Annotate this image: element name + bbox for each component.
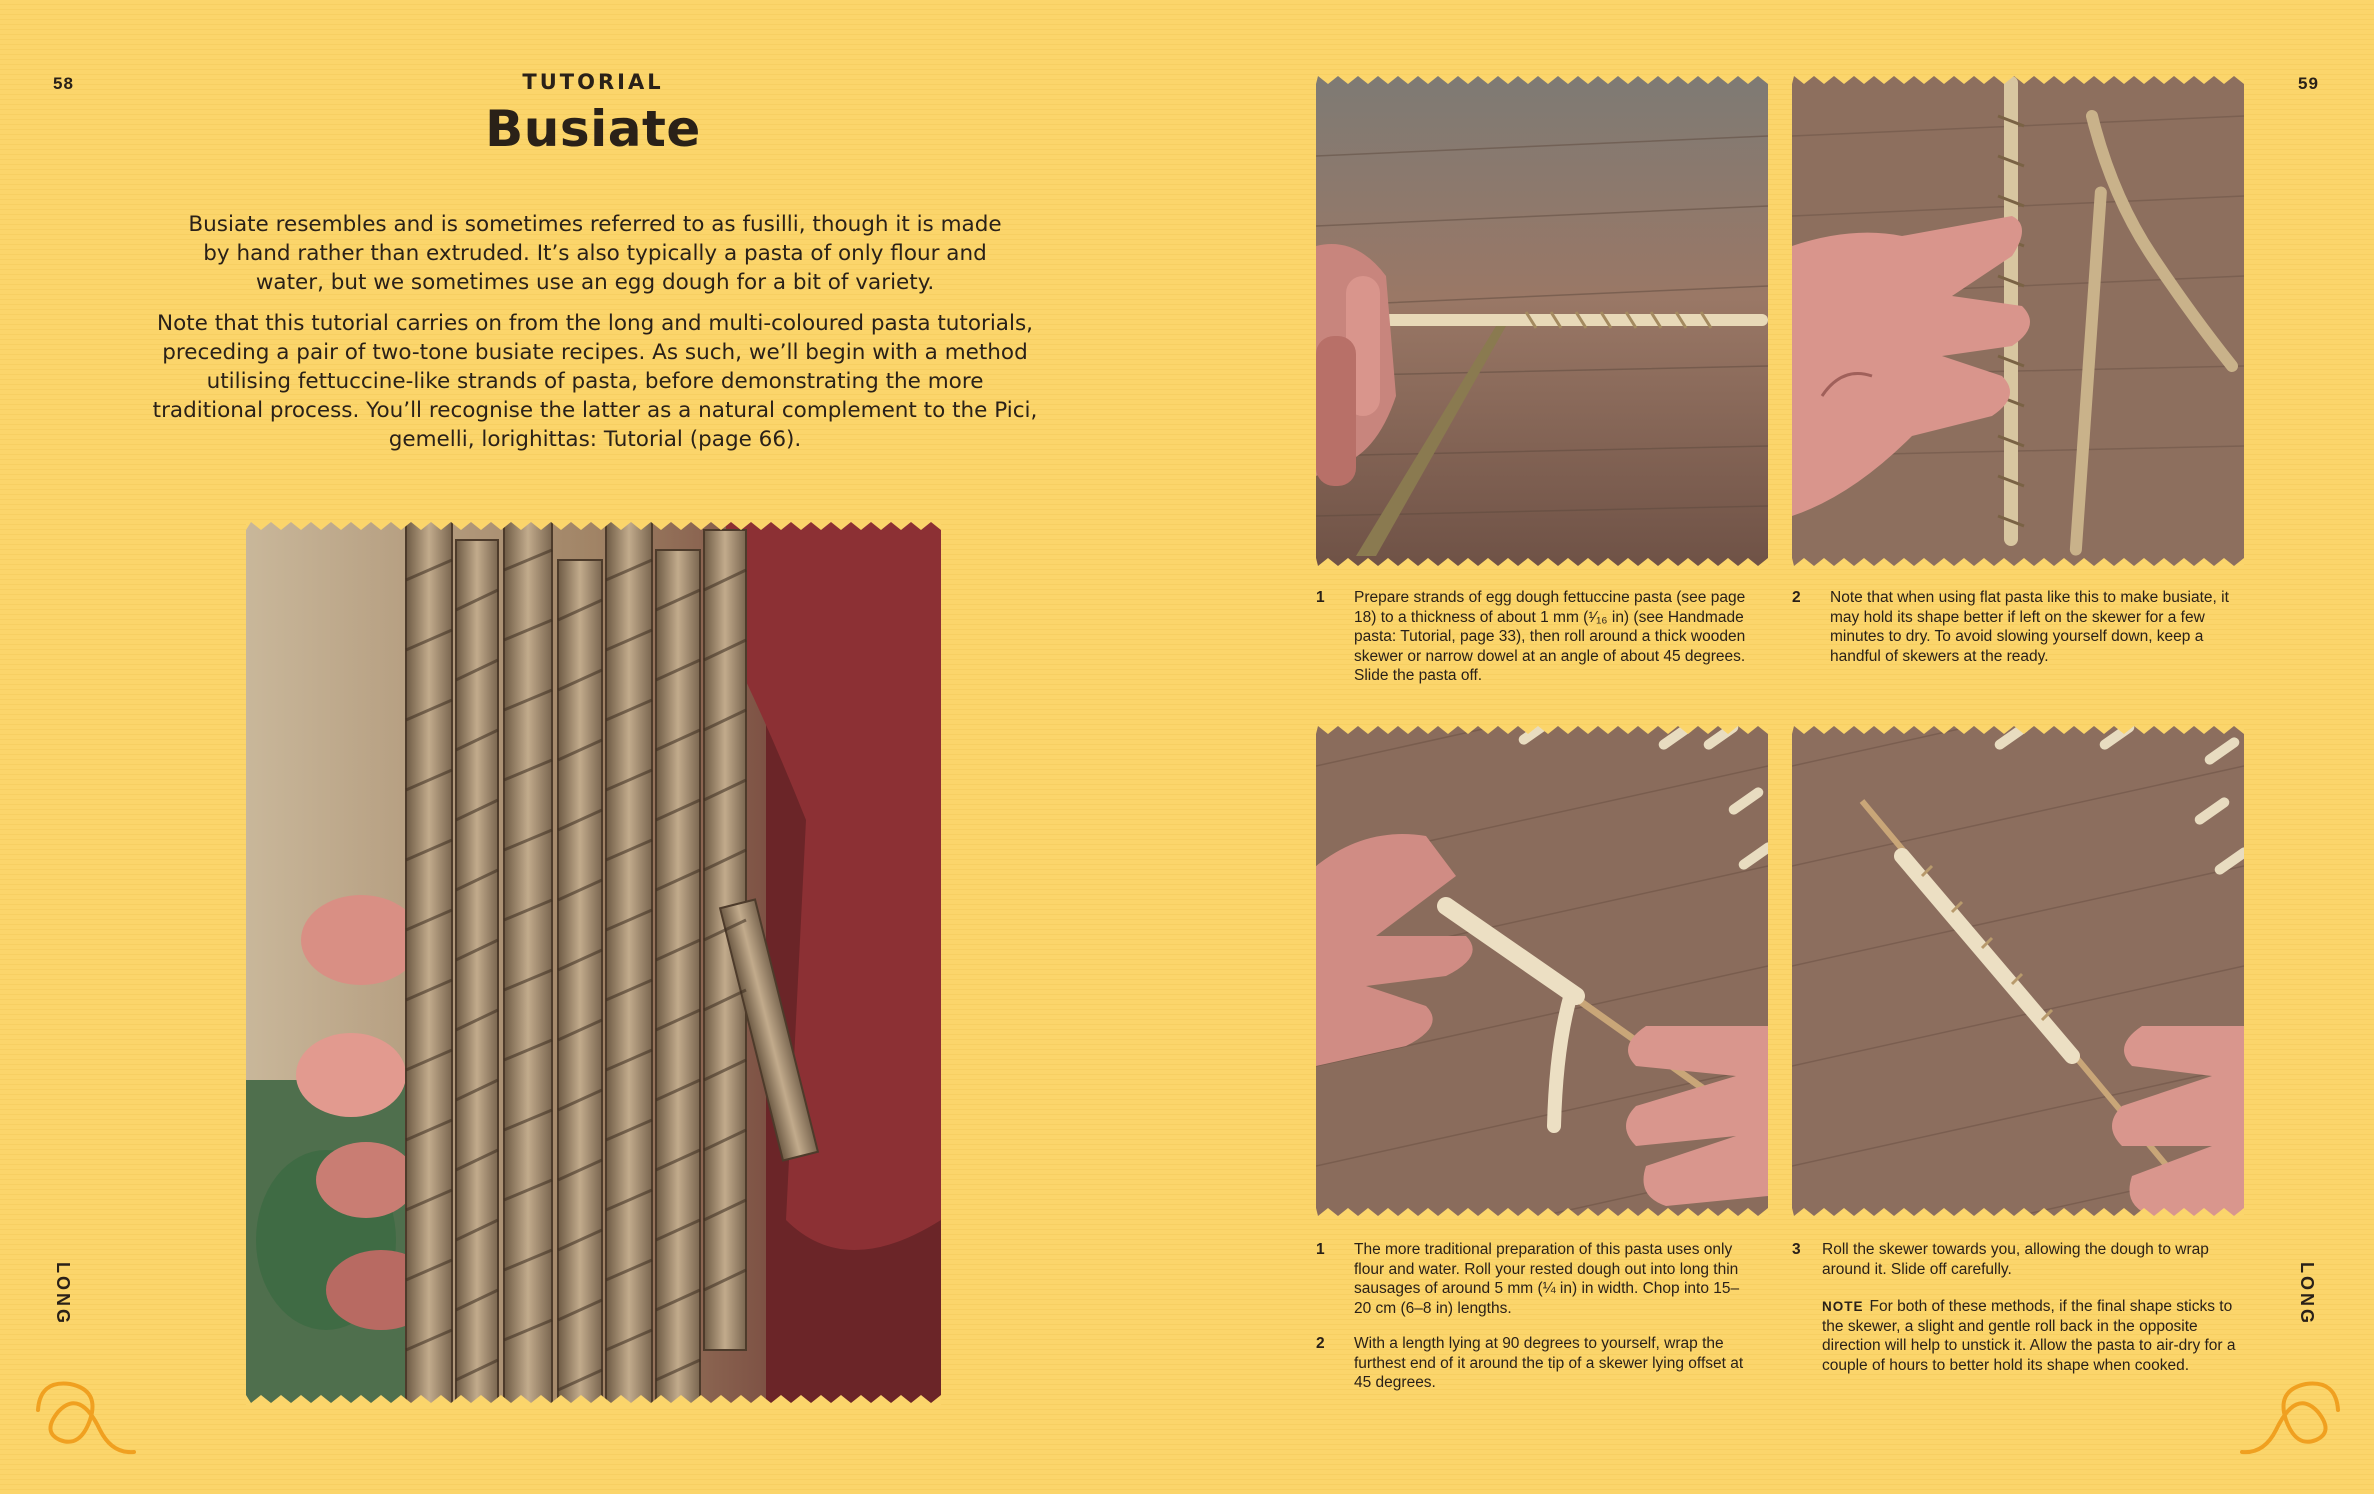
pasta-swirl-icon (2236, 1370, 2346, 1460)
intro-paragraph-2: Note that this tutorial carries on from the long and multi-coloured pasta tutorials, preceding a pair of two-tone busiate recipes. As such, we’ll begin with a method utilising fettuccine-like strands of pasta, before demonstrating the more traditional process. You’ll recognise the latter as a natural complement to the Pici, gemelli, lorighittas: Tutorial (page 66). (152, 311, 1038, 452)
step-text: Note that when using flat pasta like this to make busiate, it may hold its shape better if left on the skewer for a few minutes to dry. To avoid slowing yourself down, keep a handful of skewers at the ready. (1830, 589, 2229, 665)
section-label-right: LONG (2297, 1262, 2317, 1326)
step-text: Roll the skewer towards you, allowing the dough to wrap around it. Slide off carefully. (1822, 1241, 2209, 1278)
note-label: NOTE (1822, 1299, 1864, 1314)
step-photo-1 (1316, 76, 1768, 566)
intro-text (150, 210, 1040, 466)
step-caption-bottom-3 (1792, 1240, 2242, 1279)
step-caption-bottom-1 (1316, 1240, 1756, 1318)
tutorial-kicker: TUTORIAL (522, 70, 664, 94)
step-photo-4 (1792, 726, 2244, 1216)
section-label-left: LONG (53, 1262, 73, 1326)
step-caption-bottom-2 (1316, 1334, 1756, 1393)
step-text: The more traditional preparation of this pasta uses only flour and water. Roll your rested dough out into long thin sausages of around 5 mm (¼ in) in width. Chop into 15–20 cm (6–8 in) lengths. (1354, 1241, 1740, 1317)
note-text: For both of these methods, if the final shape sticks to the skewer, a slight and gentle roll back in the opposite direction will help to unstick it. Allow the pasta to air-dry for a couple of hours to better hold its shape when cooked. (1822, 1298, 2236, 1374)
step-photo-2 (1792, 76, 2244, 566)
step-text: Prepare strands of egg dough fettuccine pasta (see page 18) to a thickness of about 1 mm (¹⁄₁₆ in) (see Handmade pasta: Tutorial, page 33), then roll around a thick wooden skewer or narrow dowel at an angle of about 45 degrees. Slide the pasta off. (1354, 589, 1746, 684)
step-number: 2 (1792, 589, 1801, 606)
step-caption-top-2 (1792, 588, 2232, 666)
step-photo-3 (1316, 726, 1768, 1216)
page-number-left: 58 (53, 74, 74, 93)
intro-paragraph-1: Busiate resembles and is sometimes referred to as fusilli, though it is made by hand rather than extruded. It’s also typically a pasta of only flour and water, but we sometimes use an egg dough for a bit of variety. (188, 212, 1002, 295)
page-title: Busiate (485, 100, 701, 158)
page-number-right: 59 (2298, 74, 2319, 93)
note-block (1822, 1297, 2242, 1375)
step-number: 3 (1792, 1241, 1801, 1258)
step-number: 1 (1316, 589, 1325, 606)
pasta-swirl-icon (30, 1370, 140, 1460)
step-number: 1 (1316, 1241, 1325, 1258)
step-number: 2 (1316, 1335, 1325, 1352)
step-text: With a length lying at 90 degrees to yourself, wrap the furthest end of it around the tip of a skewer lying offset at 45 degrees. (1354, 1335, 1744, 1391)
hero-pasta-photo (246, 520, 941, 1405)
step-caption-top-1 (1316, 588, 1768, 686)
